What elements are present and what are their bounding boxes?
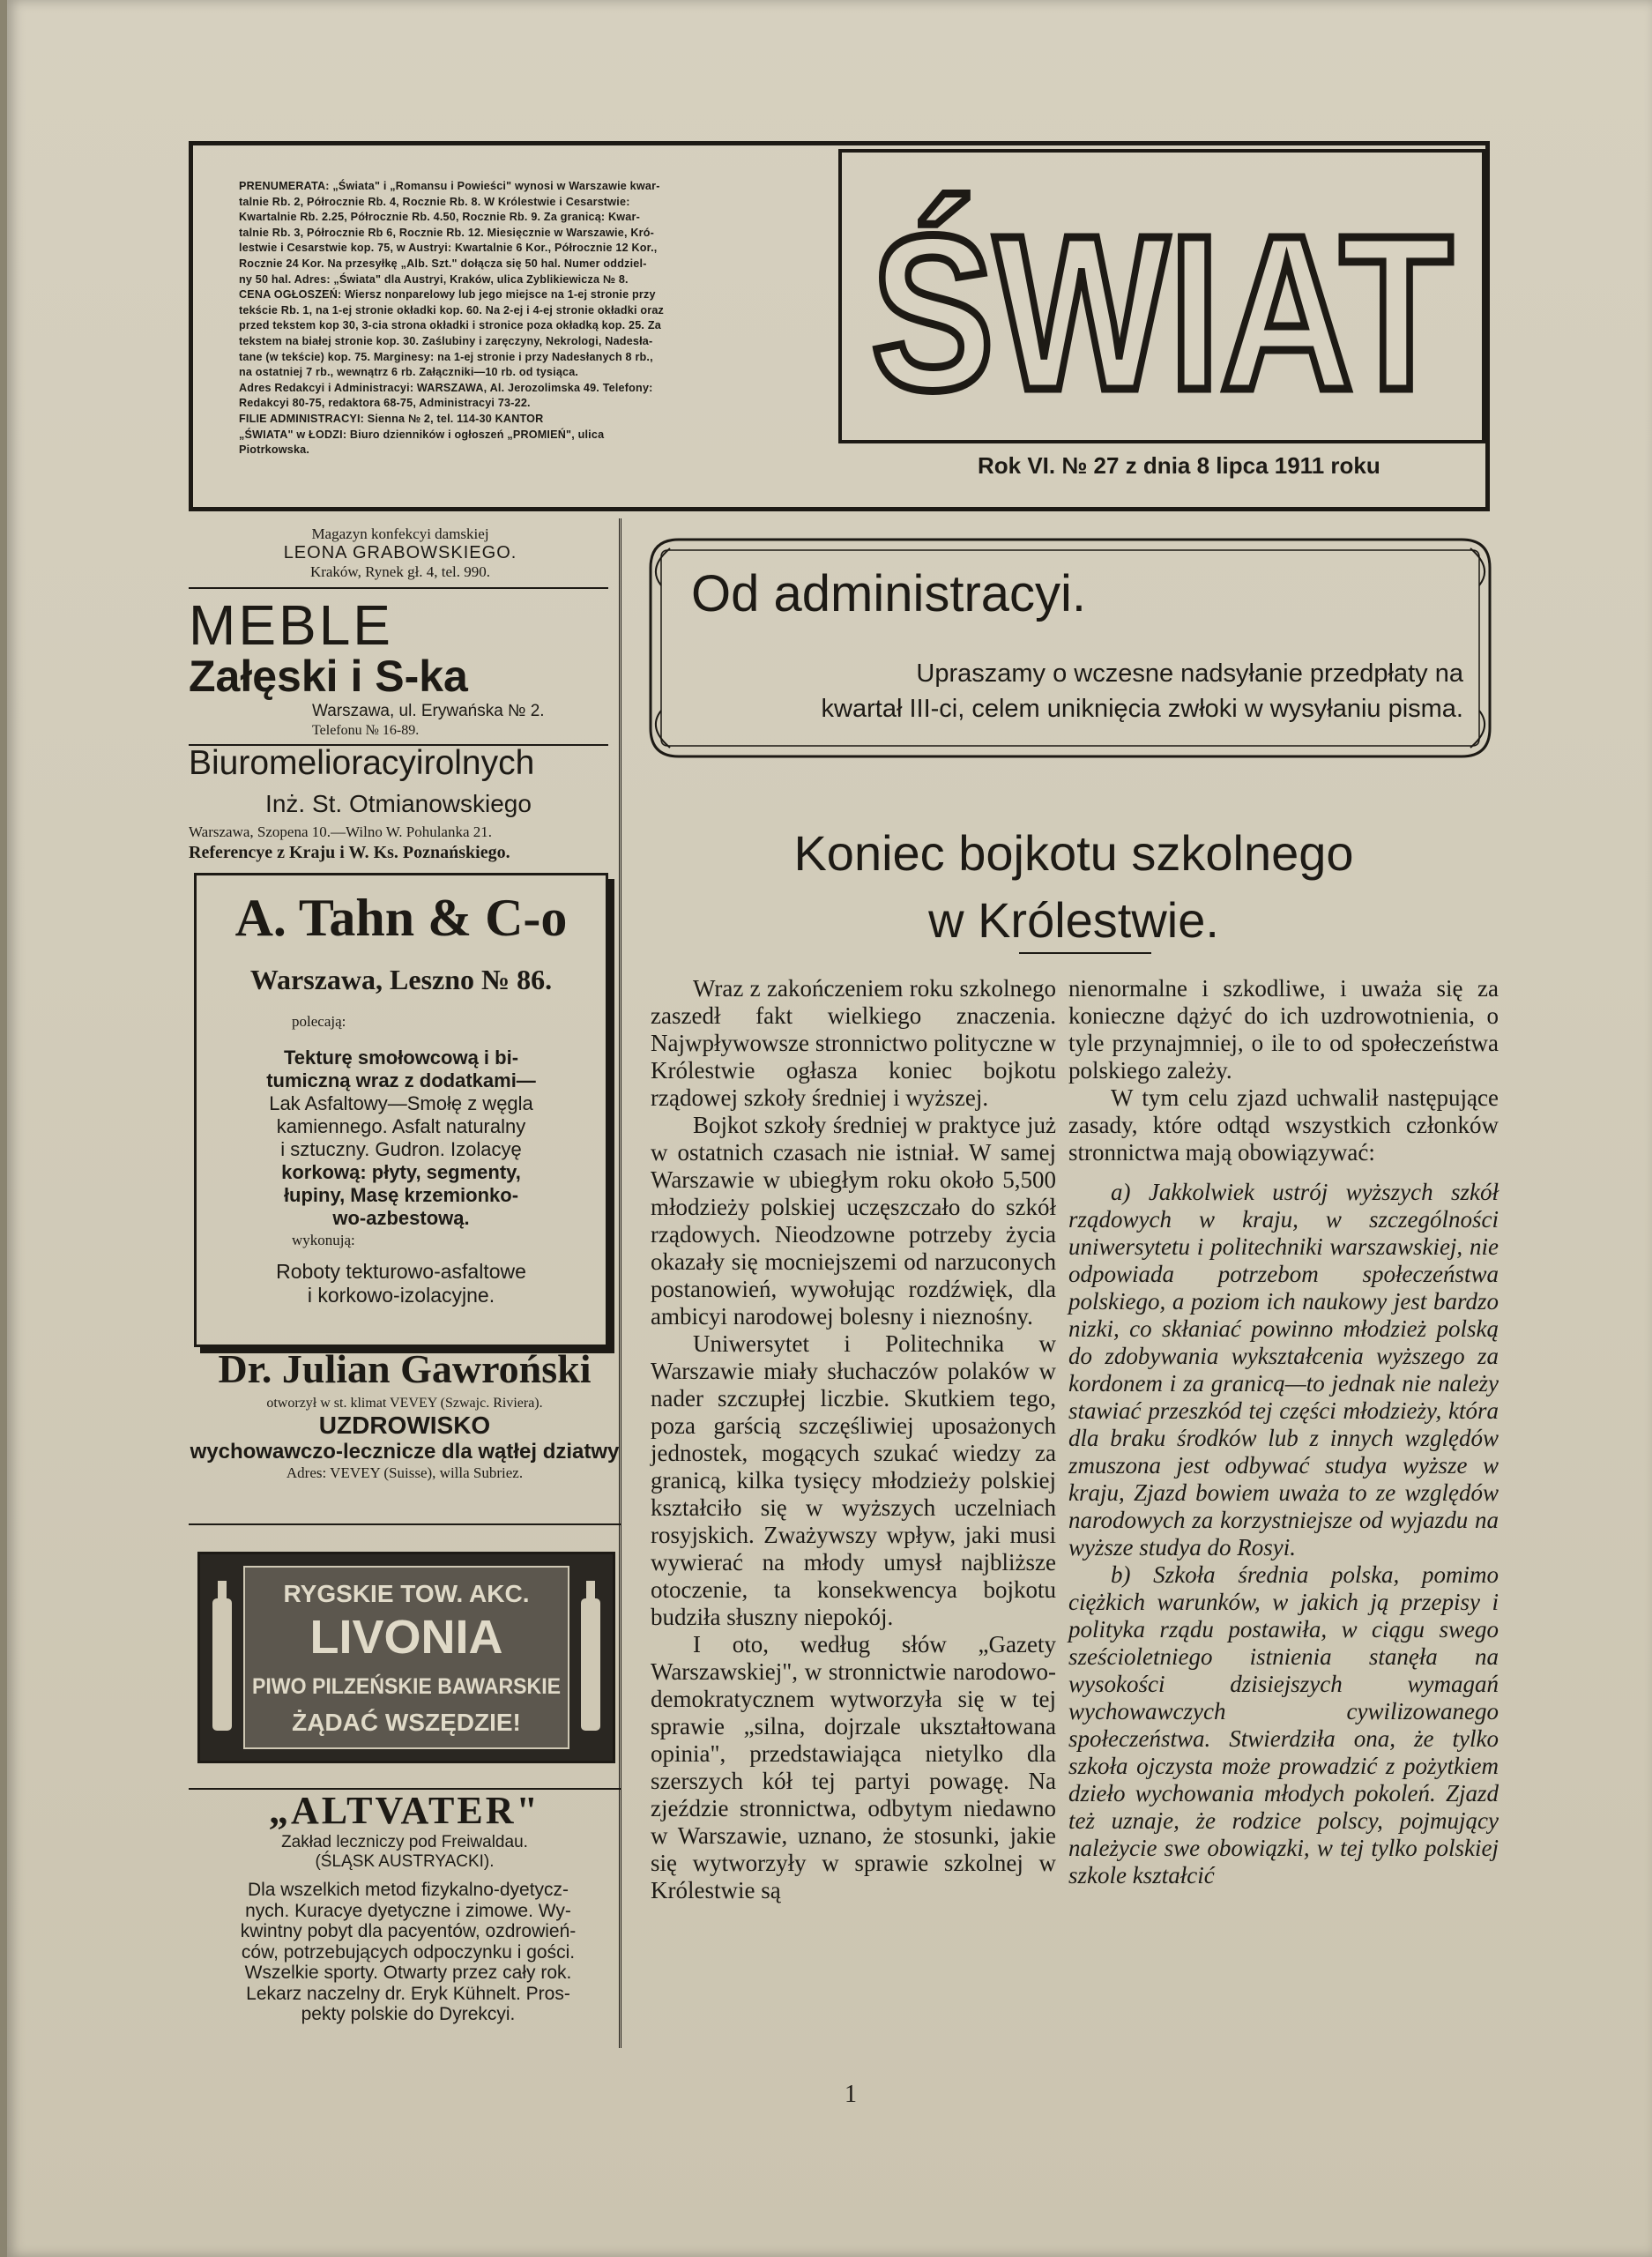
paragraph: I oto, według słów „Gazety Warszawskiej", w stronnictwie narodowo-demokratycznem wytworzyła się w tej sprawie „silna, dojrzale ukształtowana opinia", przedstawiająca nietylko dla szerszych kół tej partyi powagę. Na zjeździe stronnictwa, odbytym niedawno w Warszawie, uznano, że stosunki, jakie się wytworzyły w sprawie szkolnej w Królestwie są — [651, 1631, 1056, 1903]
ad-gawronski — [189, 1345, 621, 1482]
ad-tahn-line: Lak Asfaltowy—Smołę z węgla — [269, 1092, 533, 1114]
headline-line: Koniec bojkotu szkolnego — [793, 825, 1354, 881]
ad-tahn-roboty — [204, 1260, 599, 1307]
subscription-line: CENA OGŁOSZEŃ: Wiersz nonparelowy lub jego miejsce na 1-ej stronie przy — [239, 288, 656, 302]
article-column-2 — [1068, 975, 1499, 1889]
ad-tahn-polecaja: polecają: — [292, 1013, 346, 1030]
headline-rule — [1019, 952, 1151, 954]
paragraph: a) Jakkolwiek ustrój wyższych szkół rządowych w kraju, w szczególności uniwersytetu i politechniki warszawskiej, nie odpowiada potrzebom społeczeństwa polskiego, a poziom ich naukowy jest bardzo nizki, co skłaniać powinno młodzież polską do zdobywania wykształcenia wyższego za kordonem i za granicą—to jednak nie należy stawiać przeszkód tej części młodzieży, która dla braku środków lub z innych względów zmuszona jest odbywać studya wyższe w kraju, Zjazd bowiem uważa to ze względów narodowych za korzystniejsze od wyjazdu na wyższe studya do Rosyi. — [1068, 1179, 1499, 1561]
admin-heading: Od administracyi. — [691, 565, 1087, 622]
ad-text: ŻĄDAĆ WSZĘDZIE! — [292, 1709, 521, 1736]
ad-text: Zakład leczniczy pod Freiwaldau. — [281, 1833, 528, 1851]
paragraph: Uniwersytet i Politechnika w Warszawie miały słuchaczów polaków w nader szczupłej liczbie. Skutkiem tego, poza garścią szczęśliwiej uposażonych jednostek, mogących szukać wiedzy za granicą, kilka tysięcy młodzieży polskiej kształciło się w wyższych uczelniach rosyjskich. Zważywszy wpływ, jaki musi wywierać na młody umysł najbliższe otoczenie, ta konsekwencya bojkotu budziła słuszny niepokój. — [651, 1330, 1056, 1630]
subscription-line: na ostatniej 7 rb., wewnątrz 6 rb. Załączniki—10 rb. od tysiąca. — [239, 366, 579, 379]
paragraph: W tym celu zjazd uchwalił następujące zasady, które odtąd wszystkich członków stronnictwa mają obowiązywać: — [1068, 1084, 1499, 1166]
ad-biuro-addr: Warszawa, Szopena 10.—Wilno W. Pohulanka 21. — [189, 823, 493, 840]
subscription-line: Adres Redakcyi i Administracyi: WARSZAWA, Al. Jerozolimska 49. Telefony: — [239, 381, 653, 394]
ad-tahn-wykonuja: wykonują: — [292, 1232, 355, 1248]
divider — [189, 1523, 621, 1525]
ad-meble-title: MEBLE — [189, 593, 393, 657]
subscription-line: Redakcyi 80-75, redaktora 68-75, Administracyi 73-22. — [239, 397, 531, 410]
headline-line: w Królestwie. — [928, 892, 1219, 948]
ad-text: LEONA GRABOWSKIEGO. — [283, 543, 517, 562]
ad-tahn-line: korkową: płyty, segmenty, — [281, 1161, 521, 1183]
subscription-line: Kwartalnie Rb. 2.25, Półrocznie Rb. 4.50, Rocznie Rb. 9. Za granicą: Kwar- — [239, 211, 641, 224]
article-column-1 — [651, 975, 1056, 1904]
ad-text: (ŚLĄSK AUSTRYACKI). — [315, 1852, 495, 1871]
newspaper-page — [7, 0, 1652, 2257]
divider — [189, 587, 608, 589]
ad-altvater-body — [197, 1880, 619, 2025]
ad-tahn-line: i sztuczny. Gudron. Izolacyę — [280, 1138, 522, 1160]
ad-tahn-body — [204, 1047, 599, 1230]
masthead-title — [842, 153, 1482, 440]
ad-altvater-line: pekty polskie do Dyrekcyi. — [301, 2004, 516, 2024]
paragraph: Bojkot szkoły średniej w praktyce już w ostatnich czasach nie istniał. W samej Warszawie w ubiegłym roku około 5,500 młodzieży polskiej uczęszczało do szkół rządowych. Nieodzowne potrzeby życia okazały się mocniejszemi od narzuconych postanowień, wywołując rozdźwięk, dla ambicyi narodowej bolesny i nieznośny. — [651, 1112, 1056, 1330]
ad-text: otworzył w st. klimat VEVEY (Szwajc. Riviera). — [266, 1396, 543, 1411]
subscription-line: tane (w tekście) kop. 75. Marginesy: na 1-ej stronie i przy Nadesłanych 8 rb., — [239, 350, 653, 363]
page-number: 1 — [845, 2081, 857, 2108]
ad-tahn-addr: Warszawa, Leszno № 86. — [249, 964, 553, 995]
ad-altvater-line: Wszelkie sporty. Otwarty przez cały rok. — [244, 1963, 572, 1983]
ad-altvater-title: „ALTVATER" — [269, 1789, 540, 1832]
ad-gawronski-name: Dr. Julian Gawroński — [218, 1346, 592, 1391]
ad-text: wychowawczo-lecznicze dla wątłej dziatwy — [190, 1440, 620, 1464]
ad-text: Kraków, Rynek gł. 4, tel. 990. — [309, 563, 491, 580]
ad-altvater — [189, 1788, 621, 1872]
ad-biuro-ref: Referencye z Kraju i W. Ks. Poznańskiego. — [189, 843, 510, 862]
ad-meble-addr: Warszawa, ul. Erywańska № 2. — [312, 702, 545, 720]
ad-tahn-title: A. Tahn & C-o — [234, 889, 568, 947]
ad-meble-tel: Telefonu № 16-89. — [312, 723, 420, 738]
ad-grabowski — [189, 525, 612, 581]
subscription-line: FILIE ADMINISTRACYI: Sienna № 2, tel. 114-30 KANTOR — [239, 412, 544, 425]
subscription-line: talnie Rb. 2, Półrocznie Rb. 4, Rocznie Rb. 8. W Królestwie i Cesarstwie: — [239, 195, 630, 208]
masthead — [189, 141, 1490, 511]
ad-altvater-line: Dla wszelkich metod fizykalno-dyetycz- — [247, 1880, 569, 1900]
ad-tahn-line: wo-azbestową. — [332, 1207, 470, 1229]
ad-text: PIWO PILZEŃSKIE BAWARSKIE — [252, 1674, 587, 1699]
ad-tahn-line: tumiczną wraz z dodatkami— — [266, 1069, 536, 1091]
admin-text — [732, 656, 1463, 726]
ad-tahn — [194, 873, 608, 1347]
subscription-line: talnie Rb. 3, Półrocznie Rb 6, Rocznie Rb. 12. Miesięcznie w Warszawie, Kró- — [239, 226, 655, 239]
subscription-line: PRENUMERATA: „Świata" i „Romansu i Powieści" wynosi w Warszawie kwar- — [239, 180, 660, 192]
paragraph: Wraz z zakończeniem roku szkolnego zaszedł fakt wielkiego znaczenia. Najwpływowsze stronnictwo polityczne w Królestwie ogłasza koniec bojkotu rządowej szkoły średniej i wyższej. — [651, 975, 1056, 1111]
subscription-line: „ŚWIATA" w ŁODZI: Biuro dzienników i ogłoszeń „PROMIEŃ", ulica — [239, 428, 605, 441]
column-rule — [619, 518, 621, 2048]
ad-text: i korkowo-izolacyjne. — [307, 1284, 495, 1307]
title-text: ŚWIAT — [871, 190, 1453, 436]
ad-tahn-line: Tekturę smołowcową i bi- — [283, 1047, 519, 1069]
ad-altvater-line: Lekarz naczelny dr. Eryk Kühnelt. Pros- — [246, 1983, 570, 2004]
ad-text: LIVONIA — [309, 1611, 503, 1664]
ad-meble-firm: Załęski i S-ka — [189, 652, 468, 701]
ad-altvater-line: kwintny pobyt dla pacyentów, ozdrowień- — [240, 1921, 577, 1941]
ad-tahn-line: łupiny, Masę krzemionko- — [283, 1184, 519, 1206]
ad-biuro-title: Biuromelioracyirolnych — [189, 744, 535, 782]
admin-line: Upraszamy o wczesne nadsyłanie przedpłaty na — [916, 659, 1463, 688]
admin-line: kwartał III-ci, celem uniknięcia zwłoki w wysyłaniu pisma. — [821, 695, 1463, 723]
livonia-graphic — [200, 1554, 613, 1761]
issue-line: Rok VI. № 27 z dnia 8 lipca 1911 roku — [978, 452, 1380, 479]
ad-biuro-name: Inż. St. Otmianowskiego — [265, 790, 532, 817]
subscription-line: tekstem na białej stronie kop. 30. Zaślubiny i zaręczyny, Nekrologi, Nadesła- — [239, 334, 653, 347]
paragraph: b) Szkoła średnia polska, pomimo ciężkich warunków, w jakich ją przepisy i polityka rządu postawiła, w ciągu swego sześcioletniego istnienia stanęła na wysokości dzisiejszych wymagań wychowawczych cywilizowanego społeczeństwa. Stwierdziła ona, że tylko szkoła ojczysta może prowadzić z pożytkiem dzieło wychowania młodych pokoleń. Zjazd też uznaje, że rodzice polscy, pojmujący należycie swe obowiązki, w tej tylko polskiej szkole kształcić — [1068, 1561, 1499, 1888]
ads-column — [189, 518, 633, 2048]
subscription-line: Rocznie 24 Kor. Na przesyłkę „Alb. Szt." dołącza się 50 hal. Numer oddziel- — [239, 257, 647, 270]
ad-altvater-line: ców, potrzebujących odpoczynku i gości. — [241, 1941, 576, 1963]
ad-text: UZDROWISKO — [318, 1412, 491, 1439]
ad-text: Roboty tekturowo-asfaltowe — [276, 1260, 526, 1283]
ad-livonia — [197, 1552, 615, 1763]
paragraph: nienormalne i szkodliwe, i uważa się za konieczne dążyć do ich uzdrowotnienia, o tyle przynajmniej, o ile to od społeczeństwa polskiego zależy. — [1068, 975, 1499, 1084]
ad-text: Magazyn konfekcyi damskiej — [311, 525, 489, 542]
ad-tahn-line: kamiennego. Asfalt naturalny — [276, 1115, 526, 1137]
ad-text: Adres: VEVEY (Suisse), willa Subriez. — [286, 1464, 524, 1481]
ad-text: RYGSKIE TOW. AKC. — [283, 1580, 530, 1607]
subscription-line: Piotrkowska. — [239, 443, 310, 457]
subscription-line: ny 50 hal. Adres: „Świata" dla Austryi, Kraków, ulica Zyblikiewicza № 8. — [239, 272, 629, 286]
title-box — [838, 149, 1485, 443]
admin-notice — [644, 533, 1497, 764]
subscription-line: tekście Rb. 1, na 1-ej stronie okładki kop. 60. Na 2-ej i 4-ej stronie okładki oraz — [239, 303, 665, 317]
subscription-line: przed tekstem kop 30, 3-cia strona okładki i stronice poza okładką kop. 25. Za — [239, 319, 661, 332]
article-headline — [651, 820, 1497, 954]
ad-altvater-line: nych. Kuracye dyetyczne i zimowe. Wy- — [245, 1900, 571, 1921]
subscription-line: lestwie i Cesarstwie kop. 75, w Austryi: Kwartalnie 6 Kor., Półrocznie 12 Kor., — [239, 242, 658, 255]
